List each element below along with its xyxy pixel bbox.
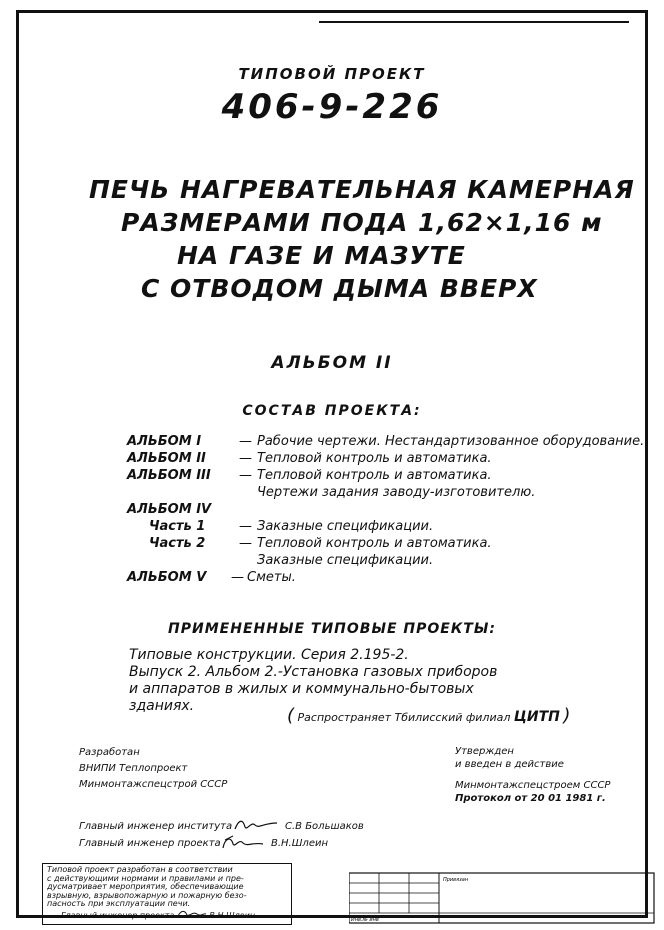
applied-line: и аппаратов в жилых и коммунально-бытовых — [129, 681, 474, 697]
approval-line: и введен в действие — [455, 759, 564, 770]
album-description: Рабочие чертежи. Нестандартизованное оборудование. — [257, 434, 645, 449]
document-sheet — [16, 10, 648, 923]
part-description-continued: Заказные спецификации. — [257, 553, 434, 568]
album-description: Сметы. — [247, 570, 296, 585]
note-line: Типовой проект разработан в соответствии — [47, 865, 233, 874]
signature-scribble-icon — [233, 817, 279, 833]
applied-line: Типовые конструкции. Серия 2.195-2. — [129, 647, 409, 663]
developer-line: ВНИПИ Теплопроект — [79, 763, 188, 774]
approval-line: Утвержден — [455, 746, 514, 757]
note-line: с действующими нормами и правилами и пре- — [47, 873, 244, 883]
album-label: АЛЬБОМ IV — [127, 502, 212, 517]
developer-line: Разработан — [79, 747, 140, 758]
applied-line: зданиях. — [129, 698, 195, 714]
signature-scribble-icon — [177, 909, 207, 918]
approval-line: Протокол от 20 01 1981 г. — [455, 793, 606, 804]
developer-line: Минмонтажспецстрой СССР — [79, 779, 228, 790]
album-description: Тепловой контроль и автоматика. — [257, 468, 492, 483]
signer-role: Главный инженер проекта — [79, 838, 221, 849]
list-item: АЛЬБОМ II — Тепловой контроль и автоматика. — [127, 451, 492, 466]
title-line-3: НА ГАЗЕ И МАЗУТЕ — [177, 241, 466, 270]
stamp-label-inventory: Инв.№ инв — [351, 917, 379, 923]
developer-block — [79, 745, 227, 793]
title-line-1: ПЕЧЬ НАГРЕВАТЕЛЬНАЯ КАМЕРНАЯ — [89, 175, 635, 204]
album-label: АЛЬБОМ I — [127, 434, 202, 449]
distributor-note: ( Распространяет Тбилисский филиал ЦИТП ) — [287, 705, 571, 726]
title-block-stamp — [349, 865, 659, 925]
part-label: Часть 1 — [149, 519, 206, 534]
note-line: взрывную, взрывопожарную и пожарную безо- — [47, 890, 247, 900]
album-label: АЛЬБОМ III — [127, 468, 211, 483]
approval-line: Минмонтажспецстроем СССР — [455, 780, 611, 791]
note-sign-role: Главный инженер проекта — [61, 910, 175, 920]
composition-heading: СОСТАВ ПРОЕКТА: — [242, 403, 422, 419]
top-rule — [319, 21, 629, 23]
applied-line: Выпуск 2. Альбом 2.-Установка газовых приборов — [129, 664, 498, 680]
list-item: АЛЬБОМ III — Тепловой контроль и автоматика. — [127, 468, 492, 483]
title-line-4: С ОТВОДОМ ДЫМА ВВЕРХ — [141, 274, 538, 303]
project-number: 406-9-226 — [221, 87, 443, 127]
list-item: АЛЬБОМ I — Рабочие чертежи. Нестандартизованное оборудование. — [127, 434, 645, 449]
distributor-org: ЦИТП — [513, 709, 560, 725]
note-sign-name: В.Н Шлеин — [209, 910, 256, 920]
list-item — [127, 501, 647, 518]
album-description-continued: Чертежи задания заводу-изготовителю. — [257, 485, 536, 500]
title-line-2: РАЗМЕРАМИ ПОДА 1,62×1,16 м — [121, 208, 603, 237]
album-label: АЛЬБОМ V — [127, 570, 207, 585]
safety-note-box — [42, 863, 292, 925]
note-signature — [47, 909, 287, 921]
part-label: Часть 2 — [149, 536, 206, 551]
note-line: пасность при эксплуатации печи. — [47, 899, 191, 909]
list-item — [127, 552, 647, 569]
list-item: Часть 1 — Заказные спецификации. — [149, 519, 434, 534]
signature-scribble-icon — [219, 834, 265, 850]
distributor-text: Распространяет Тбилисский филиал — [297, 711, 511, 724]
applied-projects-heading: ПРИМЕНЕННЫЕ ТИПОВЫЕ ПРОЕКТЫ: — [168, 621, 496, 637]
composition-list — [127, 433, 647, 586]
signer-name: В.Н.Шлеин — [271, 838, 329, 849]
main-title — [89, 173, 635, 305]
part-description: Заказные спецификации. — [257, 519, 434, 534]
album-description: Тепловой контроль и автоматика. — [257, 451, 492, 466]
part-description: Тепловой контроль и автоматика. — [257, 536, 492, 551]
album-label: АЛЬБОМ II — [127, 451, 206, 466]
note-line: дусматривает мероприятия, обеспечивающие — [47, 882, 244, 892]
list-item — [127, 484, 647, 501]
list-item: АЛЬБОМ V — Сметы. — [127, 570, 296, 585]
signer-role: Главный инженер института — [79, 821, 233, 832]
project-type-label: ТИПОВОЙ ПРОЕКТ — [238, 65, 426, 83]
stamp-label-attached: Привязан — [443, 877, 469, 883]
list-item: Часть 2 — Тепловой контроль и автоматика. — [149, 536, 492, 551]
signer-name: С.В Большаков — [285, 821, 364, 832]
album-title: АЛЬБОМ II — [271, 353, 393, 373]
approval-block — [455, 745, 610, 805]
